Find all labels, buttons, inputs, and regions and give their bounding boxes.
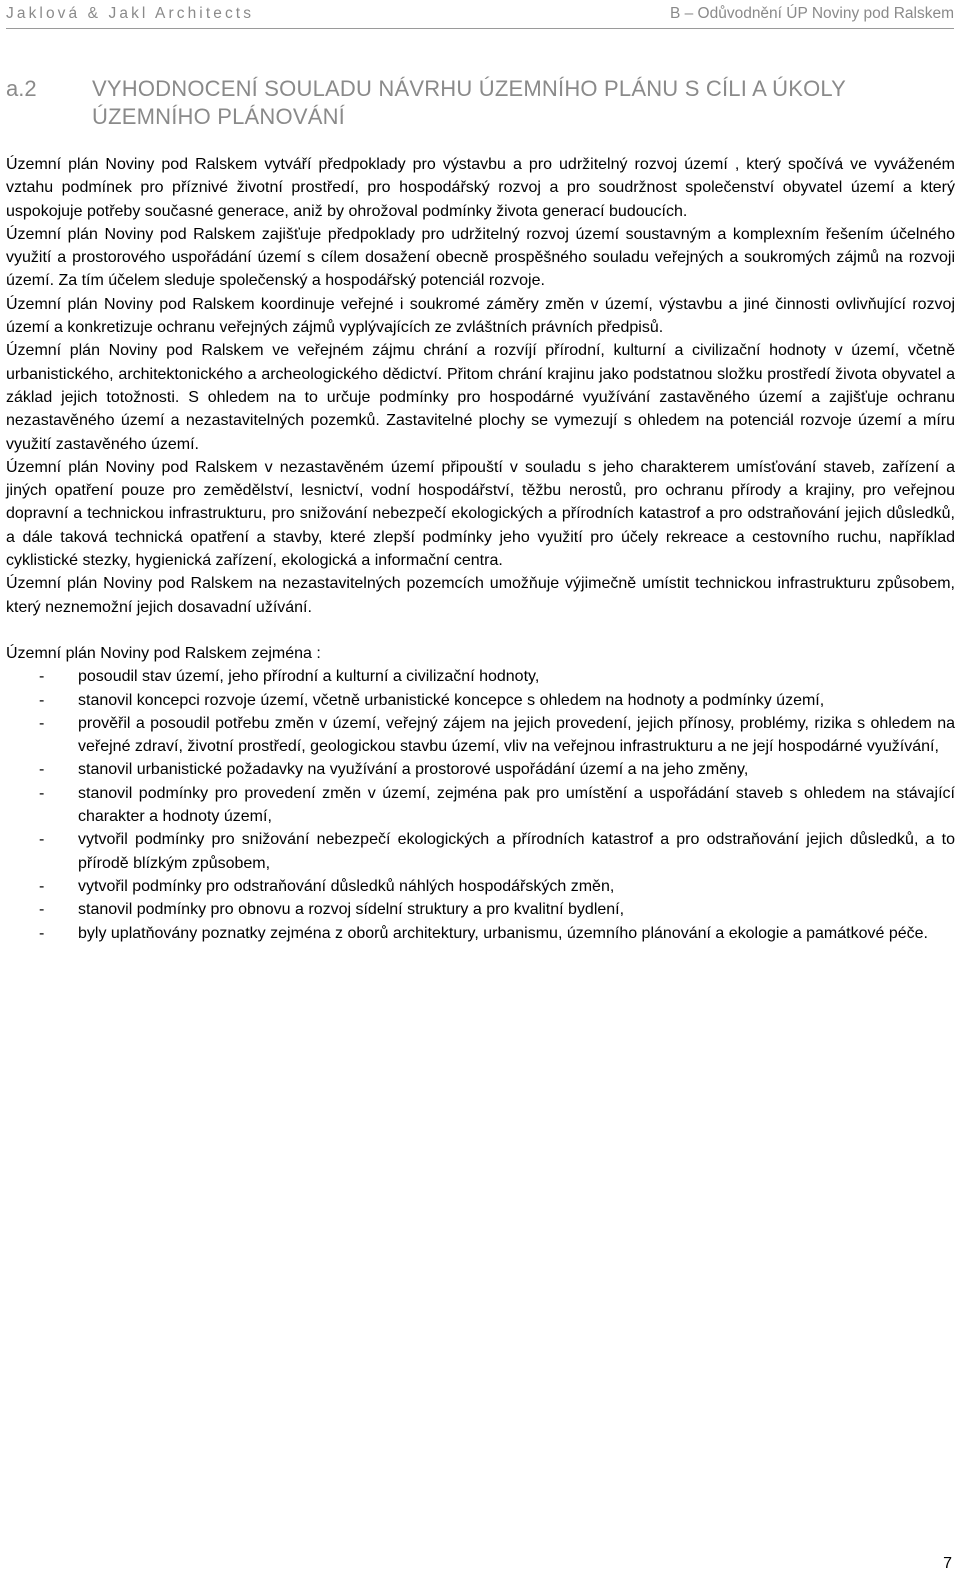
list-dash: - <box>39 831 45 849</box>
page-number: 7 <box>943 1555 952 1572</box>
list-item <box>6 758 955 781</box>
header-firm-name: Jaklová & Jakl Architects <box>6 5 255 22</box>
list-item <box>6 665 955 688</box>
paragraph: Územní plán Noviny pod Ralskem zajišťuje předpoklady pro udržitelný rozvoj území soustavným a komplexním řešením účelného využití a prostorového uspořádání území s cílem dosažení obecně prospěšného souladu veřejných a soukromých zájmů na rozvoji území. Za tím účelem sleduje společenský a hospodářský potenciál rozvoje. <box>6 225 955 290</box>
list-item-text: posoudil stav území, jeho přírodní a kulturní a civilizační hodnoty, <box>78 668 540 686</box>
document-body <box>6 153 955 945</box>
list-item-text: stanovil koncepci rozvoje území, včetně urbanistické koncepce s ohledem na hodnoty a podmínky území, <box>78 691 825 709</box>
list-dash: - <box>39 877 45 895</box>
list-intro: Územní plán Noviny pod Ralskem zejména : <box>6 644 321 662</box>
requirements-list <box>6 665 955 945</box>
list-item <box>6 689 955 712</box>
list-item <box>6 828 955 875</box>
list-dash: - <box>39 761 45 779</box>
list-dash: - <box>39 691 45 709</box>
list-dash: - <box>39 714 45 732</box>
list-dash: - <box>39 668 45 686</box>
page-header <box>6 4 954 29</box>
paragraph: Územní plán Noviny pod Ralskem koordinuje veřejné i soukromé záměry změn v území, výstavbu a jiné činnosti ovlivňující rozvoj území a konkretizuje ochranu veřejných zájmů vyplývajících ze zvláštních právních předpisů. <box>6 295 955 337</box>
list-dash: - <box>39 784 45 802</box>
list-dash: - <box>39 924 45 942</box>
paragraph: Územní plán Noviny pod Ralskem v nezastavěném území připouští v souladu s jeho charakterem umísťování staveb, zařízení a jiných opatření pouze pro zemědělství, lesnictví, vodní hospodářství, těžbu nerostů, pro ochranu přírody a krajiny, pro veřejnou dopravní a technickou infrastrukturu, pro snižování nebezpečí ekologických a přírodních katastrof a pro odstraňování jejich důsledků, a dále taková technická opatření a stavby, které zlepší podmínky jeho využití pro účely rekreace a cestovního ruchu, například cyklistické stezky, hygienická zařízení, ekologická a informační centra. <box>6 458 955 570</box>
paragraph: Územní plán Noviny pod Ralskem na nezastavitelných pozemcích umožňuje výjimečně umístit technickou infrastrukturu způsobem, který neznemožní jejich dosavadní užívání. <box>6 575 955 616</box>
list-item <box>6 875 955 898</box>
list-item-text: byly uplatňovány poznatky zejména z oborů architektury, urbanismu, územního plánování a ekologie a památkové péče. <box>78 924 928 942</box>
list-item-text: stanovil podmínky pro obnovu a rozvoj sídelní struktury a pro kvalitní bydlení, <box>78 901 625 919</box>
paragraph: Územní plán Noviny pod Ralskem ve veřejném zájmu chrání a rozvíjí přírodní, kulturní a civilizační hodnoty v území, včetně urbanistického, architektonického a archeologického dědictví. Přitom chrání krajinu jako podstatnou složku prostředí života obyvatel a základ jejich totožnosti. S ohledem na to určuje podmínky pro hospodárné využívání zastavěného území a zajišťuje ochranu nezastavěného území a nezastavitelných pozemků. Zastavitelné plochy se vymezují s ohledem na potenciál rozvoje území a míru využití zastavěného území. <box>6 342 955 453</box>
list-item-text: stanovil urbanistické požadavky na využívání a prostorové uspořádání území a na jeho změny, <box>78 761 749 779</box>
header-document-title: B – Odůvodnění ÚP Noviny pod Ralskem <box>669 5 954 22</box>
list-item-text: vytvořil podmínky pro odstraňování důsledků náhlých hospodářských změn, <box>78 877 615 895</box>
section-title: VYHODNOCENÍ SOULADU NÁVRHU ÚZEMNÍHO PLÁNU S CÍLI A ÚKOLY ÚZEMNÍHO PLÁNOVÁNÍ <box>92 76 846 129</box>
list-item <box>6 782 955 829</box>
list-item <box>6 712 955 759</box>
paragraph: Územní plán Noviny pod Ralskem vytváří předpoklady pro výstavbu a pro udržitelný rozvoj území , který spočívá ve vyváženém vztahu podmínek pro příznivé životní prostředí, pro hospodářský rozvoj a pro soudržnost společenství obyvatel území a který uspokojuje potřeby současné generace, aniž by ohrožoval podmínky života generací budoucích. <box>6 156 955 220</box>
list-dash: - <box>39 901 45 919</box>
list-item-text: stanovil podmínky pro provedení změn v území, zejména pak pro umístění a uspořádání staveb s ohledem na stávající charakter a hodnoty území, <box>78 784 955 826</box>
list-item <box>6 922 955 945</box>
list-item-text: vytvořil podmínky pro snižování nebezpečí ekologických a přírodních katastrof a pro odstraňování jejich důsledků, a to přírodě blízkým způsobem, <box>78 831 955 872</box>
list-item <box>6 898 955 921</box>
list-item-text: prověřil a posoudil potřebu změn v území, veřejný zájem na jejich provedení, jejich přínosy, problémy, rizika s ohledem na veřejné zdraví, životní prostředí, geologickou stavbu území, vliv na veřejnou infrastrukturu a ne její hospodárné využívání, <box>78 714 955 756</box>
section-number: a.2 <box>6 76 37 101</box>
